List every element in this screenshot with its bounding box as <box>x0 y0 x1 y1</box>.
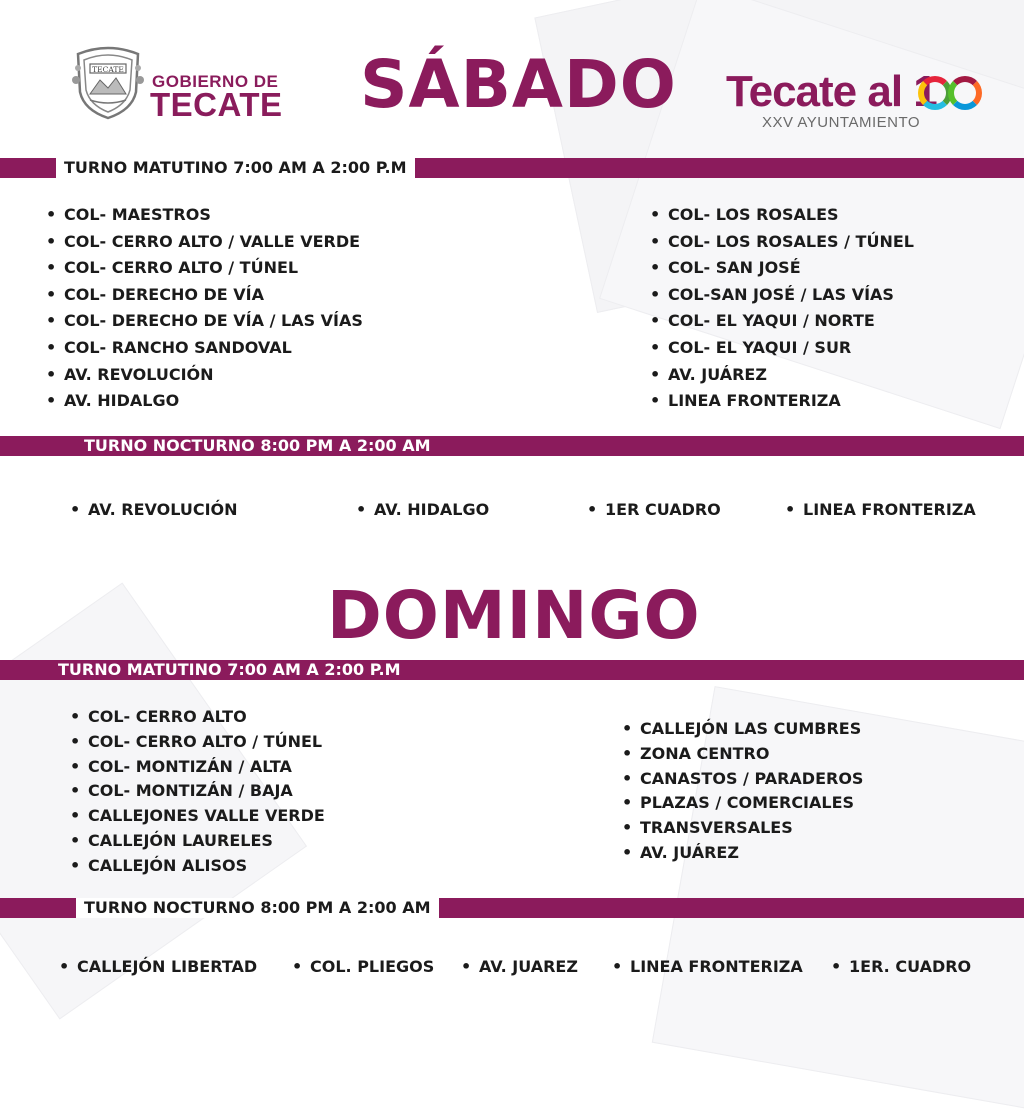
sabado-matutino-left-list <box>46 202 363 415</box>
list-item: • AV. JUAREZ <box>461 957 578 976</box>
list-item: • CALLEJONES VALLE VERDE <box>70 804 325 829</box>
list-item: • COL- CERRO ALTO / VALLE VERDE <box>46 229 363 256</box>
sabado-matutino-right-list <box>650 202 914 415</box>
brand-subtitle: XXV AYUNTAMIENTO <box>762 114 921 131</box>
band-label: TURNO MATUTINO 7:00 AM A 2:00 P.M <box>58 660 401 679</box>
list-item: • AV. JUÁREZ <box>650 362 914 389</box>
gov-title-line2: TECATE <box>150 86 283 123</box>
list-item: • AV. REVOLUCIÓN <box>46 362 363 389</box>
list-item: • COL- CERRO ALTO / TÚNEL <box>46 255 363 282</box>
sdg-ring-icon <box>918 76 952 110</box>
list-item: • CALLEJÓN LIBERTAD <box>59 957 257 976</box>
domingo-nocturno-row <box>0 957 1024 979</box>
gov-title-line1: GOBIERNO DE <box>152 72 279 91</box>
list-item: • PLAZAS / COMERCIALES <box>622 791 863 816</box>
list-item: • LINEA FRONTERIZA <box>650 388 914 415</box>
band-label: TURNO MATUTINO 7:00 AM A 2:00 P.M <box>56 158 415 178</box>
list-item: • COL- LOS ROSALES <box>650 202 914 229</box>
list-item: • 1ER. CUADRO <box>831 957 971 976</box>
domingo-title: DOMINGO <box>327 577 701 654</box>
list-item: • COL- DERECHO DE VÍA / LAS VÍAS <box>46 308 363 335</box>
band-sabado-matutino <box>0 158 1024 178</box>
list-item: • COL- SAN JOSÉ <box>650 255 914 282</box>
list-item: • TRANSVERSALES <box>622 816 863 841</box>
municipal-seal-icon <box>70 44 146 120</box>
list-item: • LINEA FRONTERIZA <box>612 957 803 976</box>
list-item: • COL- CERRO ALTO <box>70 705 325 730</box>
band-sabado-nocturno <box>0 436 1024 456</box>
list-item: • COL- EL YAQUI / SUR <box>650 335 914 362</box>
list-item: • AV. HIDALGO <box>46 388 363 415</box>
sdg-ring-icon <box>948 76 982 110</box>
sabado-title: SÁBADO <box>360 46 677 123</box>
list-item: • LINEA FRONTERIZA <box>785 500 976 519</box>
gobierno-tecate-logo <box>70 44 290 134</box>
list-item: • CALLEJÓN LAURELES <box>70 829 325 854</box>
list-item: • COL- MONTIZÁN / BAJA <box>70 779 325 804</box>
list-item: • COL- EL YAQUI / NORTE <box>650 308 914 335</box>
list-item: • COL- DERECHO DE VÍA <box>46 282 363 309</box>
list-item: • COL- CERRO ALTO / TÚNEL <box>70 730 325 755</box>
list-item: • AV. JUÁREZ <box>622 841 863 866</box>
sabado-nocturno-row <box>0 500 1024 522</box>
domingo-matutino-left-list <box>70 705 325 879</box>
list-item: • COL- LOS ROSALES / TÚNEL <box>650 229 914 256</box>
list-item: • COL- MAESTROS <box>46 202 363 229</box>
domingo-matutino-right-list <box>622 717 863 866</box>
brand-word: Tecate al 1 <box>726 67 937 116</box>
seal-text: TECATE <box>92 65 124 74</box>
list-item: • CALLEJÓN LAS CUMBRES <box>622 717 863 742</box>
list-item: • CALLEJÓN ALISOS <box>70 854 325 879</box>
band-label: TURNO NOCTURNO 8:00 PM A 2:00 AM <box>76 898 439 918</box>
band-domingo-nocturno <box>0 898 1024 918</box>
list-item: • ZONA CENTRO <box>622 742 863 767</box>
list-item: • COL-SAN JOSÉ / LAS VÍAS <box>650 282 914 309</box>
list-item: • COL- MONTIZÁN / ALTA <box>70 755 325 780</box>
list-item: • COL. PLIEGOS <box>292 957 434 976</box>
list-item: • COL- RANCHO SANDOVAL <box>46 335 363 362</box>
tecate-al-100-logo <box>726 67 986 134</box>
band-domingo-matutino <box>0 660 1024 680</box>
band-label: TURNO NOCTURNO 8:00 PM A 2:00 AM <box>84 436 431 455</box>
list-item: • AV. HIDALGO <box>356 500 489 519</box>
list-item: • 1ER CUADRO <box>587 500 721 519</box>
list-item: • AV. REVOLUCIÓN <box>70 500 238 519</box>
list-item: • CANASTOS / PARADEROS <box>622 767 863 792</box>
